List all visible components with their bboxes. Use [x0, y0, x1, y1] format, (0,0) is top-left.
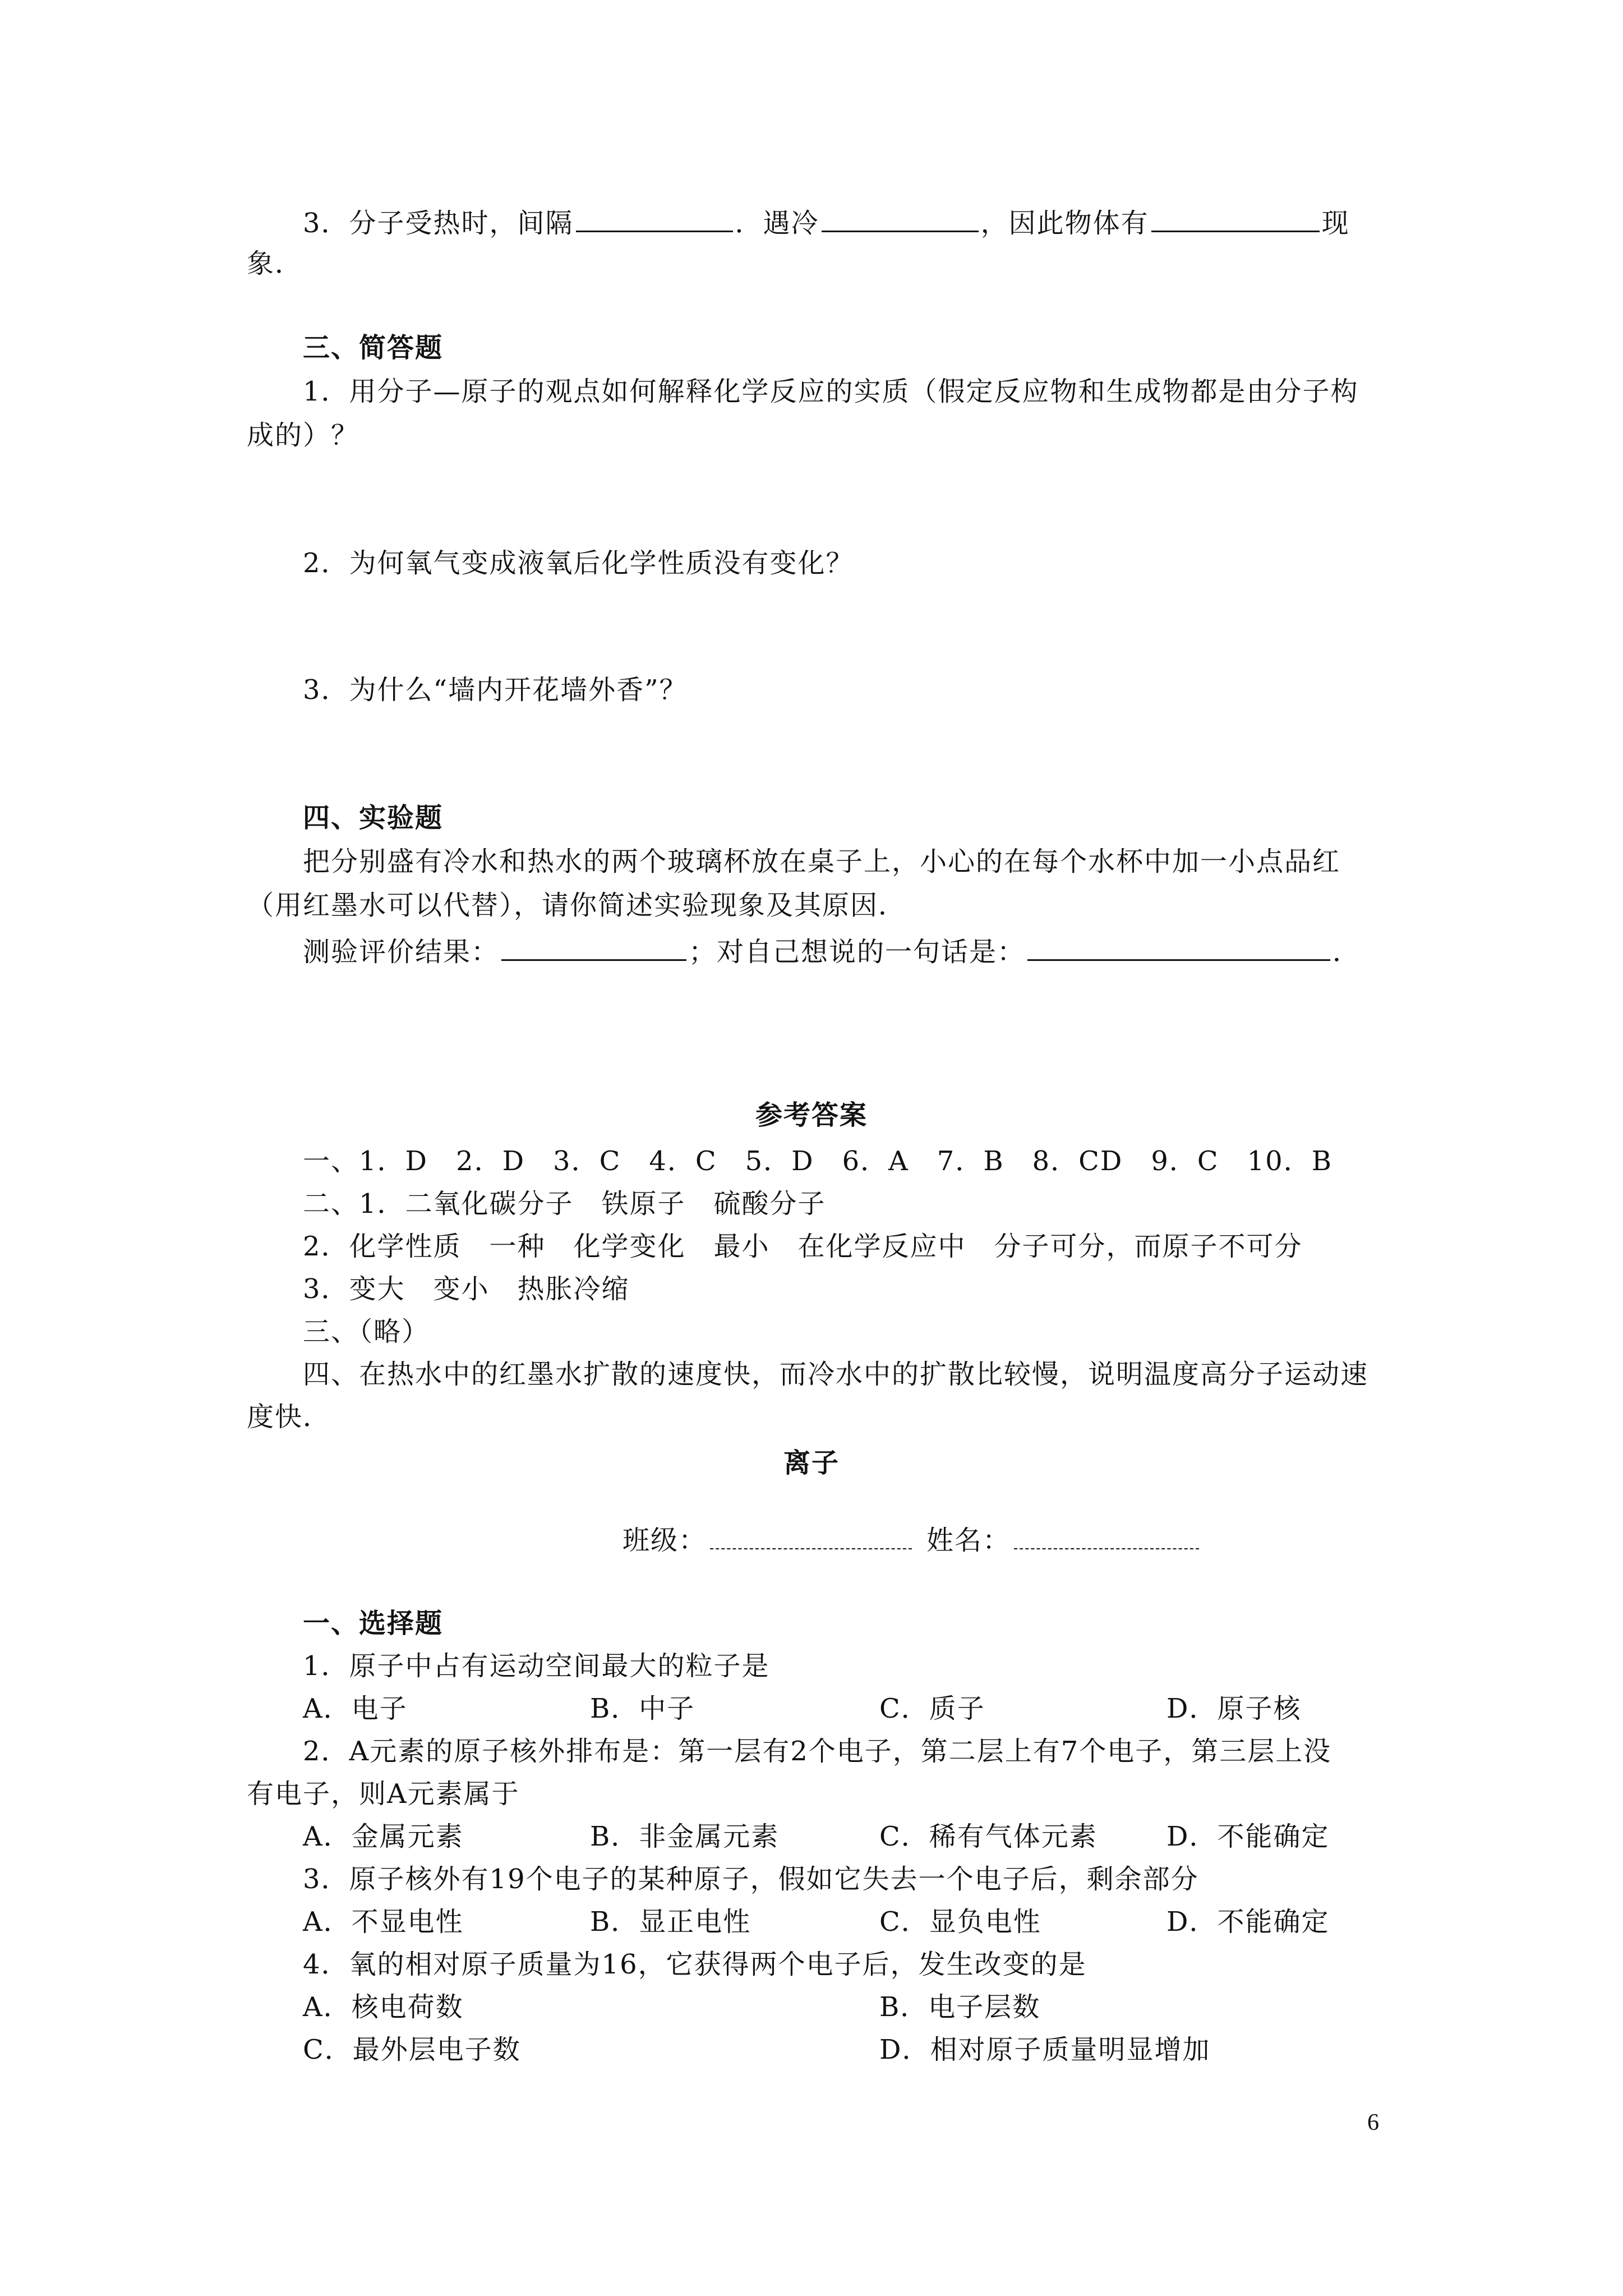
- short-answer-q1: 1．用分子—原子的观点如何解释化学反应的实质（假定反应物和生成物都是由分子构: [303, 376, 1359, 407]
- page-number: 6: [1367, 2110, 1379, 2136]
- ion-section-title: 离子: [783, 1447, 840, 1479]
- option-c: C．稀有气体元素: [879, 1821, 1098, 1852]
- fill-in-question-3-cont: 象．: [247, 248, 303, 279]
- question-text: 3．分子受热时，间隔: [303, 208, 574, 239]
- option-c: C．显负电性: [879, 1906, 1041, 1938]
- answers-line: 度快．: [247, 1401, 331, 1433]
- option-b: B．非金属元素: [590, 1821, 780, 1852]
- experiment-text: 把分别盛有冷水和热水的两个玻璃杯放在桌子上，小心的在每个水杯中加一小点品红: [303, 846, 1341, 877]
- mc-question-4: 4．氧的相对原子质量为16，它获得两个电子后，发生改变的是: [303, 1949, 1087, 1980]
- option-c: C．质子: [879, 1693, 985, 1724]
- question-text: 现: [1321, 208, 1350, 239]
- option-a: A．电子: [303, 1693, 408, 1724]
- evaluation-label: 测验评价结果：: [303, 936, 500, 968]
- answers-line: 一、1．D 2．D 3．C 4．C 5．D 6．A 7．B 8．CD 9．C 10．B: [303, 1145, 1332, 1177]
- self-comment-blank: [1027, 933, 1330, 961]
- evaluation-line: 测验评价结果： ；对自己想说的一句话是： ．: [303, 933, 1361, 969]
- class-label: 班级：: [623, 1525, 707, 1556]
- question-text: ，因此物体有: [980, 208, 1149, 239]
- student-info-line: [623, 1522, 1202, 1557]
- short-answer-q3: 3．为什么“墙内开花墙外香”？: [303, 674, 688, 706]
- option-c: C．最外层电子数: [303, 2034, 521, 2065]
- option-b: B．显正电性: [590, 1906, 751, 1938]
- answers-line: 3．变大 变小 热胀冷缩: [303, 1273, 630, 1305]
- mc-question-1: 1．原子中占有运动空间最大的粒子是: [303, 1650, 770, 1682]
- experiment-text-cont: （用红墨水可以代替），请你简述实验现象及其原因．: [247, 890, 907, 921]
- name-label: 姓名：: [926, 1525, 1011, 1556]
- class-blank: [710, 1522, 912, 1549]
- option-a: A．核电荷数: [303, 1991, 464, 2023]
- mc-question-2-cont: 有电子，则A元素属于: [247, 1778, 520, 1810]
- section-heading-experiment: 四、实验题: [303, 802, 444, 834]
- option-d: D．不能确定: [1166, 1906, 1330, 1938]
- option-b: B．电子层数: [879, 1991, 1041, 2023]
- answers-line: 四、在热水中的红墨水扩散的速度快，而冷水中的扩散比较慢，说明温度高分子运动速: [303, 1359, 1369, 1390]
- name-blank: [1014, 1522, 1199, 1549]
- answers-line: 三、（略）: [303, 1316, 430, 1347]
- evaluation-blank: [501, 933, 686, 961]
- option-b: B．中子: [590, 1693, 695, 1724]
- answers-line: 二、1．二氧化碳分子 铁原子 硫酸分子: [303, 1188, 826, 1220]
- option-d: D．不能确定: [1166, 1821, 1330, 1852]
- answer-blank: [1151, 205, 1320, 232]
- option-d: D．原子核: [1166, 1693, 1302, 1724]
- question-text: ．遇冷: [735, 208, 819, 239]
- short-answer-q1-cont: 成的）？: [247, 420, 359, 451]
- self-comment-label: ；对自己想说的一句话是：: [689, 936, 1026, 968]
- mc-question-3: 3．原子核外有19个电子的某种原子，假如它失去一个电子后，剩余部分: [303, 1864, 1199, 1895]
- answers-line: 2．化学性质 一种 化学变化 最小 在化学反应中 分子可分，而原子不可分: [303, 1231, 1303, 1262]
- section-heading-short-answer: 三、简答题: [303, 332, 444, 364]
- fill-in-question-3: [303, 205, 1350, 240]
- section-heading-multiple-choice: 一、选择题: [303, 1608, 444, 1639]
- answers-title: 参考答案: [755, 1099, 868, 1131]
- answer-blank: [576, 205, 733, 232]
- option-a: A．金属元素: [303, 1821, 464, 1852]
- short-answer-q2: 2．为何氧气变成液氧后化学性质没有变化？: [303, 547, 854, 579]
- mc-question-2: 2．A元素的原子核外排布是：第一层有2个电子，第二层上有7个电子，第三层上没: [303, 1736, 1332, 1767]
- answer-blank: [822, 205, 979, 232]
- option-a: A．不显电性: [303, 1906, 464, 1938]
- option-d: D．相对原子质量明显增加: [879, 2034, 1211, 2065]
